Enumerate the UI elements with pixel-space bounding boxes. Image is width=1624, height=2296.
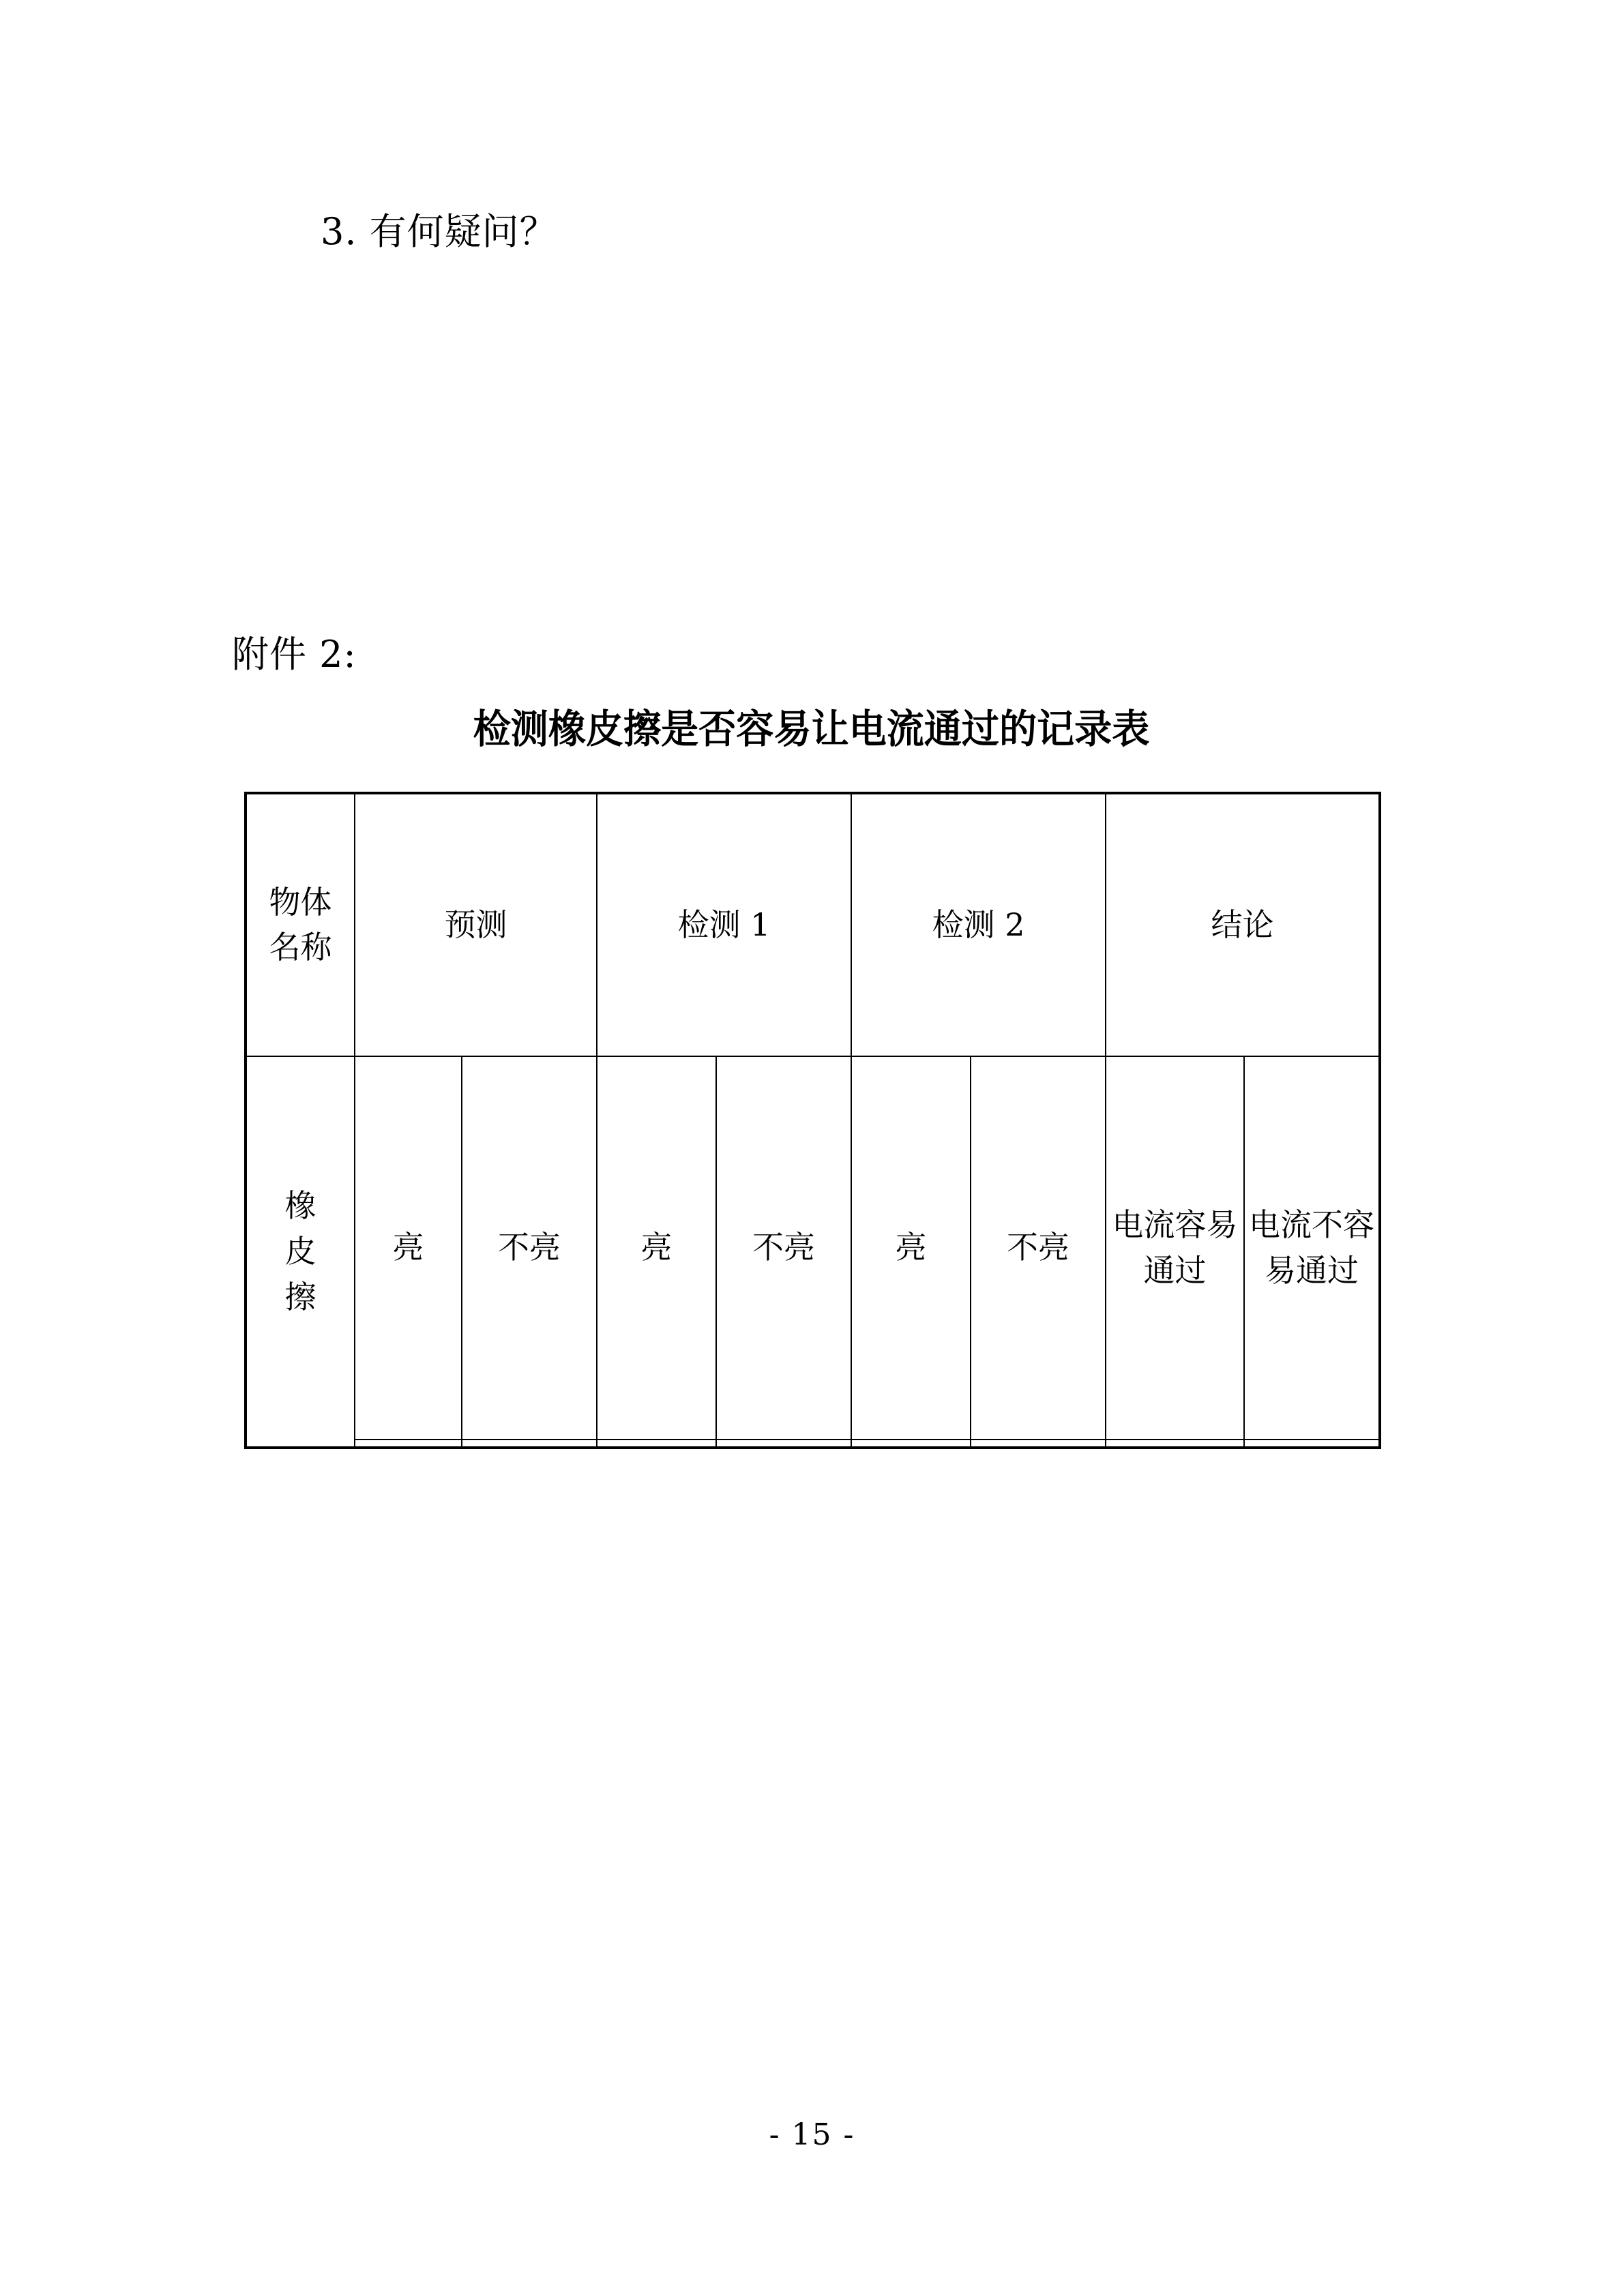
cell-prediction-not-lit[interactable]: 不亮 [462,1056,597,1440]
table-row [246,1440,1380,1448]
header-group-conclusion: 结论 [1106,793,1380,1056]
question-heading: 3. 有何疑问？ [321,210,557,253]
cell-conclusion-conductive-empty[interactable] [1106,1440,1244,1448]
cell-test1-lit-empty[interactable] [597,1440,716,1448]
cell-test1-lit[interactable]: 亮 [597,1056,716,1440]
cell-conclusion-nonconductive-empty[interactable] [1244,1440,1380,1448]
row-object-name-char-2: 皮 [284,1233,316,1270]
attachment-label: 附件 2: [232,633,357,676]
cell-prediction-lit[interactable]: 亮 [355,1056,462,1440]
table-title: 检测橡皮擦是否容易让电流通过的记录表 [473,706,1150,752]
header-group-test-2: 检测 2 [851,793,1106,1056]
cell-prediction-lit-empty[interactable] [355,1440,462,1448]
table-row [246,1056,1380,1440]
cell-test2-lit[interactable]: 亮 [851,1056,971,1440]
header-object-name-line1: 物体 [269,883,332,921]
cell-test1-not-lit[interactable]: 不亮 [716,1056,851,1440]
row-object-name-char-1: 橡 [284,1187,316,1225]
header-object-name [246,793,355,1056]
header-object-name-line2: 名称 [269,929,332,966]
cell-test2-not-lit[interactable]: 不亮 [971,1056,1106,1440]
record-table [244,792,1381,1449]
cell-test1-not-lit-empty[interactable] [716,1440,851,1448]
row-object-name [246,1056,355,1448]
page-number: - 15 - [769,2117,855,2152]
header-group-prediction: 预测 [355,793,597,1056]
cell-conclusion-conductive[interactable]: 电流容易通过 [1106,1056,1244,1440]
record-table-container [244,792,1378,1449]
cell-prediction-not-lit-empty[interactable] [462,1440,597,1448]
table-header-row [246,793,1380,1056]
cell-test2-not-lit-empty[interactable] [971,1440,1106,1448]
row-object-name-char-3: 擦 [284,1278,316,1315]
cell-test2-lit-empty[interactable] [851,1440,971,1448]
header-group-test-1: 检测 1 [597,793,851,1056]
cell-conclusion-nonconductive[interactable]: 电流不容易通过 [1244,1056,1380,1440]
